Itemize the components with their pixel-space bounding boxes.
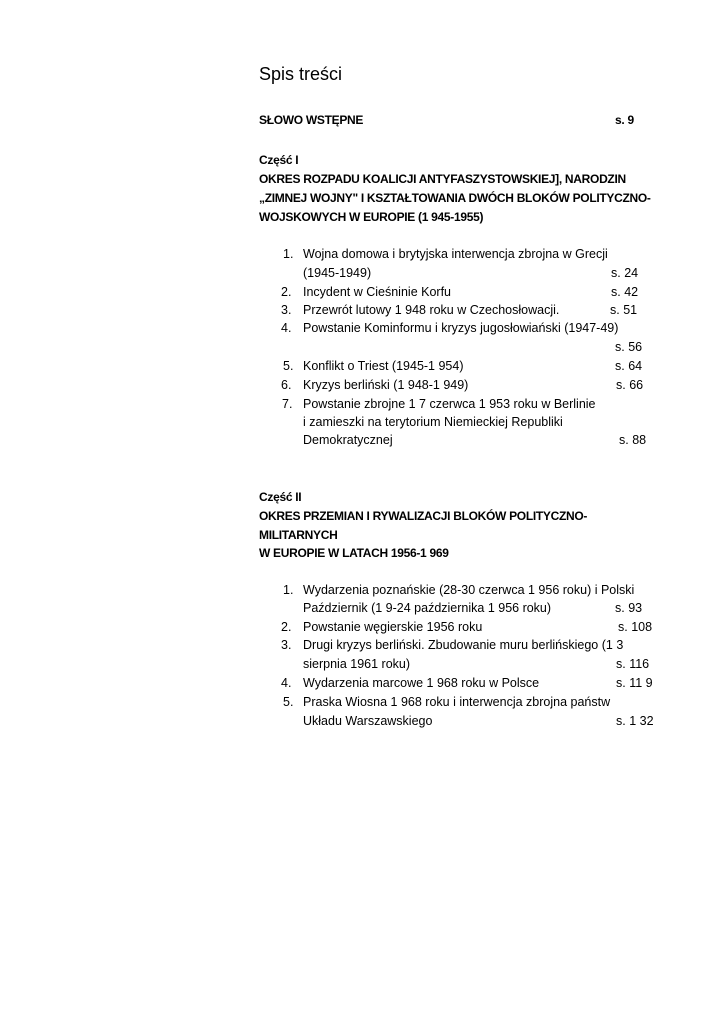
toc-item-text: i zamieszki na terytorium Niemieckiej Republiki: [303, 415, 563, 429]
part2-label: Część II: [259, 490, 302, 504]
toc-item-text: sierpnia 1961 roku): [303, 657, 411, 671]
toc-item-text: Wojna domowa i brytyjska interwencja zbrojna w Grecji: [303, 247, 608, 261]
toc-item-page: s. 51: [610, 303, 638, 317]
toc-item-text: Układu Warszawskiego: [303, 714, 433, 728]
part2-heading-line: W EUROPIE W LATACH 1956-1 969: [259, 546, 449, 560]
toc-item-number: 1.: [283, 247, 294, 261]
toc-item-number: 5.: [283, 359, 294, 373]
toc-item-text: Wydarzenia poznańskie (28-30 czerwca 1 956 roku) i Polski: [303, 583, 635, 597]
toc-item-page: s. 116: [616, 657, 650, 671]
toc-item-page: s. 64: [615, 359, 643, 373]
toc-item-text: Październik (1 9-24 października 1 956 roku): [303, 601, 552, 615]
toc-item-number: 7.: [282, 397, 293, 411]
part1-label: Część I: [259, 153, 299, 167]
toc-item-number: 5.: [283, 695, 294, 709]
part1-heading-line: „ZIMNEJ WOJNY" I KSZTAŁTOWANIA DWÓCH BLOKÓW POLITYCZNO-: [259, 191, 651, 205]
toc-item-text: Przewrót lutowy 1 948 roku w Czechosłowacji.: [303, 303, 560, 317]
toc-item-page: s. 1 32: [616, 714, 654, 728]
toc-item-page: s. 66: [616, 378, 644, 392]
toc-item-text: Drugi kryzys berliński. Zbudowanie muru berlińskiego (1 3: [303, 638, 624, 652]
toc-item-number: 2.: [281, 285, 292, 299]
toc-item-text: Powstanie zbrojne 1 7 czerwca 1 953 roku w Berlinie: [303, 397, 596, 411]
toc-item-page: s. 11 9: [616, 676, 653, 690]
part2-heading-line: MILITARNYCH: [259, 528, 338, 542]
foreword-label: SŁOWO WSTĘPNE: [259, 113, 364, 127]
toc-item-text: Kryzys berliński (1 948-1 949): [303, 378, 469, 392]
foreword-page: s. 9: [615, 113, 634, 127]
toc-item-text: Praska Wiosna 1 968 roku i interwencja zbrojna państw: [303, 695, 611, 709]
toc-item-number: 4.: [281, 321, 292, 335]
toc-item-page: s. 88: [619, 433, 647, 447]
toc-item-text: Konflikt o Triest (1945-1 954): [303, 359, 464, 373]
part2-heading-line: OKRES PRZEMIAN I RYWALIZACJI BLOKÓW POLITYCZNO-: [259, 509, 588, 523]
toc-item-number: 3.: [281, 303, 292, 317]
toc-item-number: 6.: [281, 378, 292, 392]
toc-item-number: 3.: [281, 638, 292, 652]
toc-item-page: s. 56: [615, 340, 643, 354]
part1-heading-line: WOJSKOWYCH W EUROPIE (1 945-1955): [259, 210, 484, 224]
toc-item-text: Incydent w Cieśninie Korfu: [303, 285, 451, 299]
part1-heading-line: OKRES ROZPADU KOALICJI ANTYFASZYSTOWSKIEJ], NARODZIN: [259, 172, 626, 186]
toc-item-text: Powstanie węgierskie 1956 roku: [303, 620, 483, 634]
toc-item-page: s. 42: [611, 285, 639, 299]
toc-item-text: Demokratycznej: [303, 433, 393, 447]
toc-item-number: 2.: [281, 620, 292, 634]
toc-item-number: 4.: [281, 676, 292, 690]
toc-item-text: Powstanie Kominformu i kryzys jugosłowiański (1947-49): [303, 321, 619, 335]
toc-item-number: 1.: [283, 583, 294, 597]
toc-item-page: s. 93: [615, 601, 643, 615]
toc-item-text: Wydarzenia marcowe 1 968 roku w Polsce: [303, 676, 540, 690]
page-title: Spis treści: [259, 64, 343, 84]
toc-item-text: (1945-1949): [303, 266, 372, 280]
toc-item-page: s. 24: [611, 266, 639, 280]
toc-item-page: s. 108: [618, 620, 653, 634]
